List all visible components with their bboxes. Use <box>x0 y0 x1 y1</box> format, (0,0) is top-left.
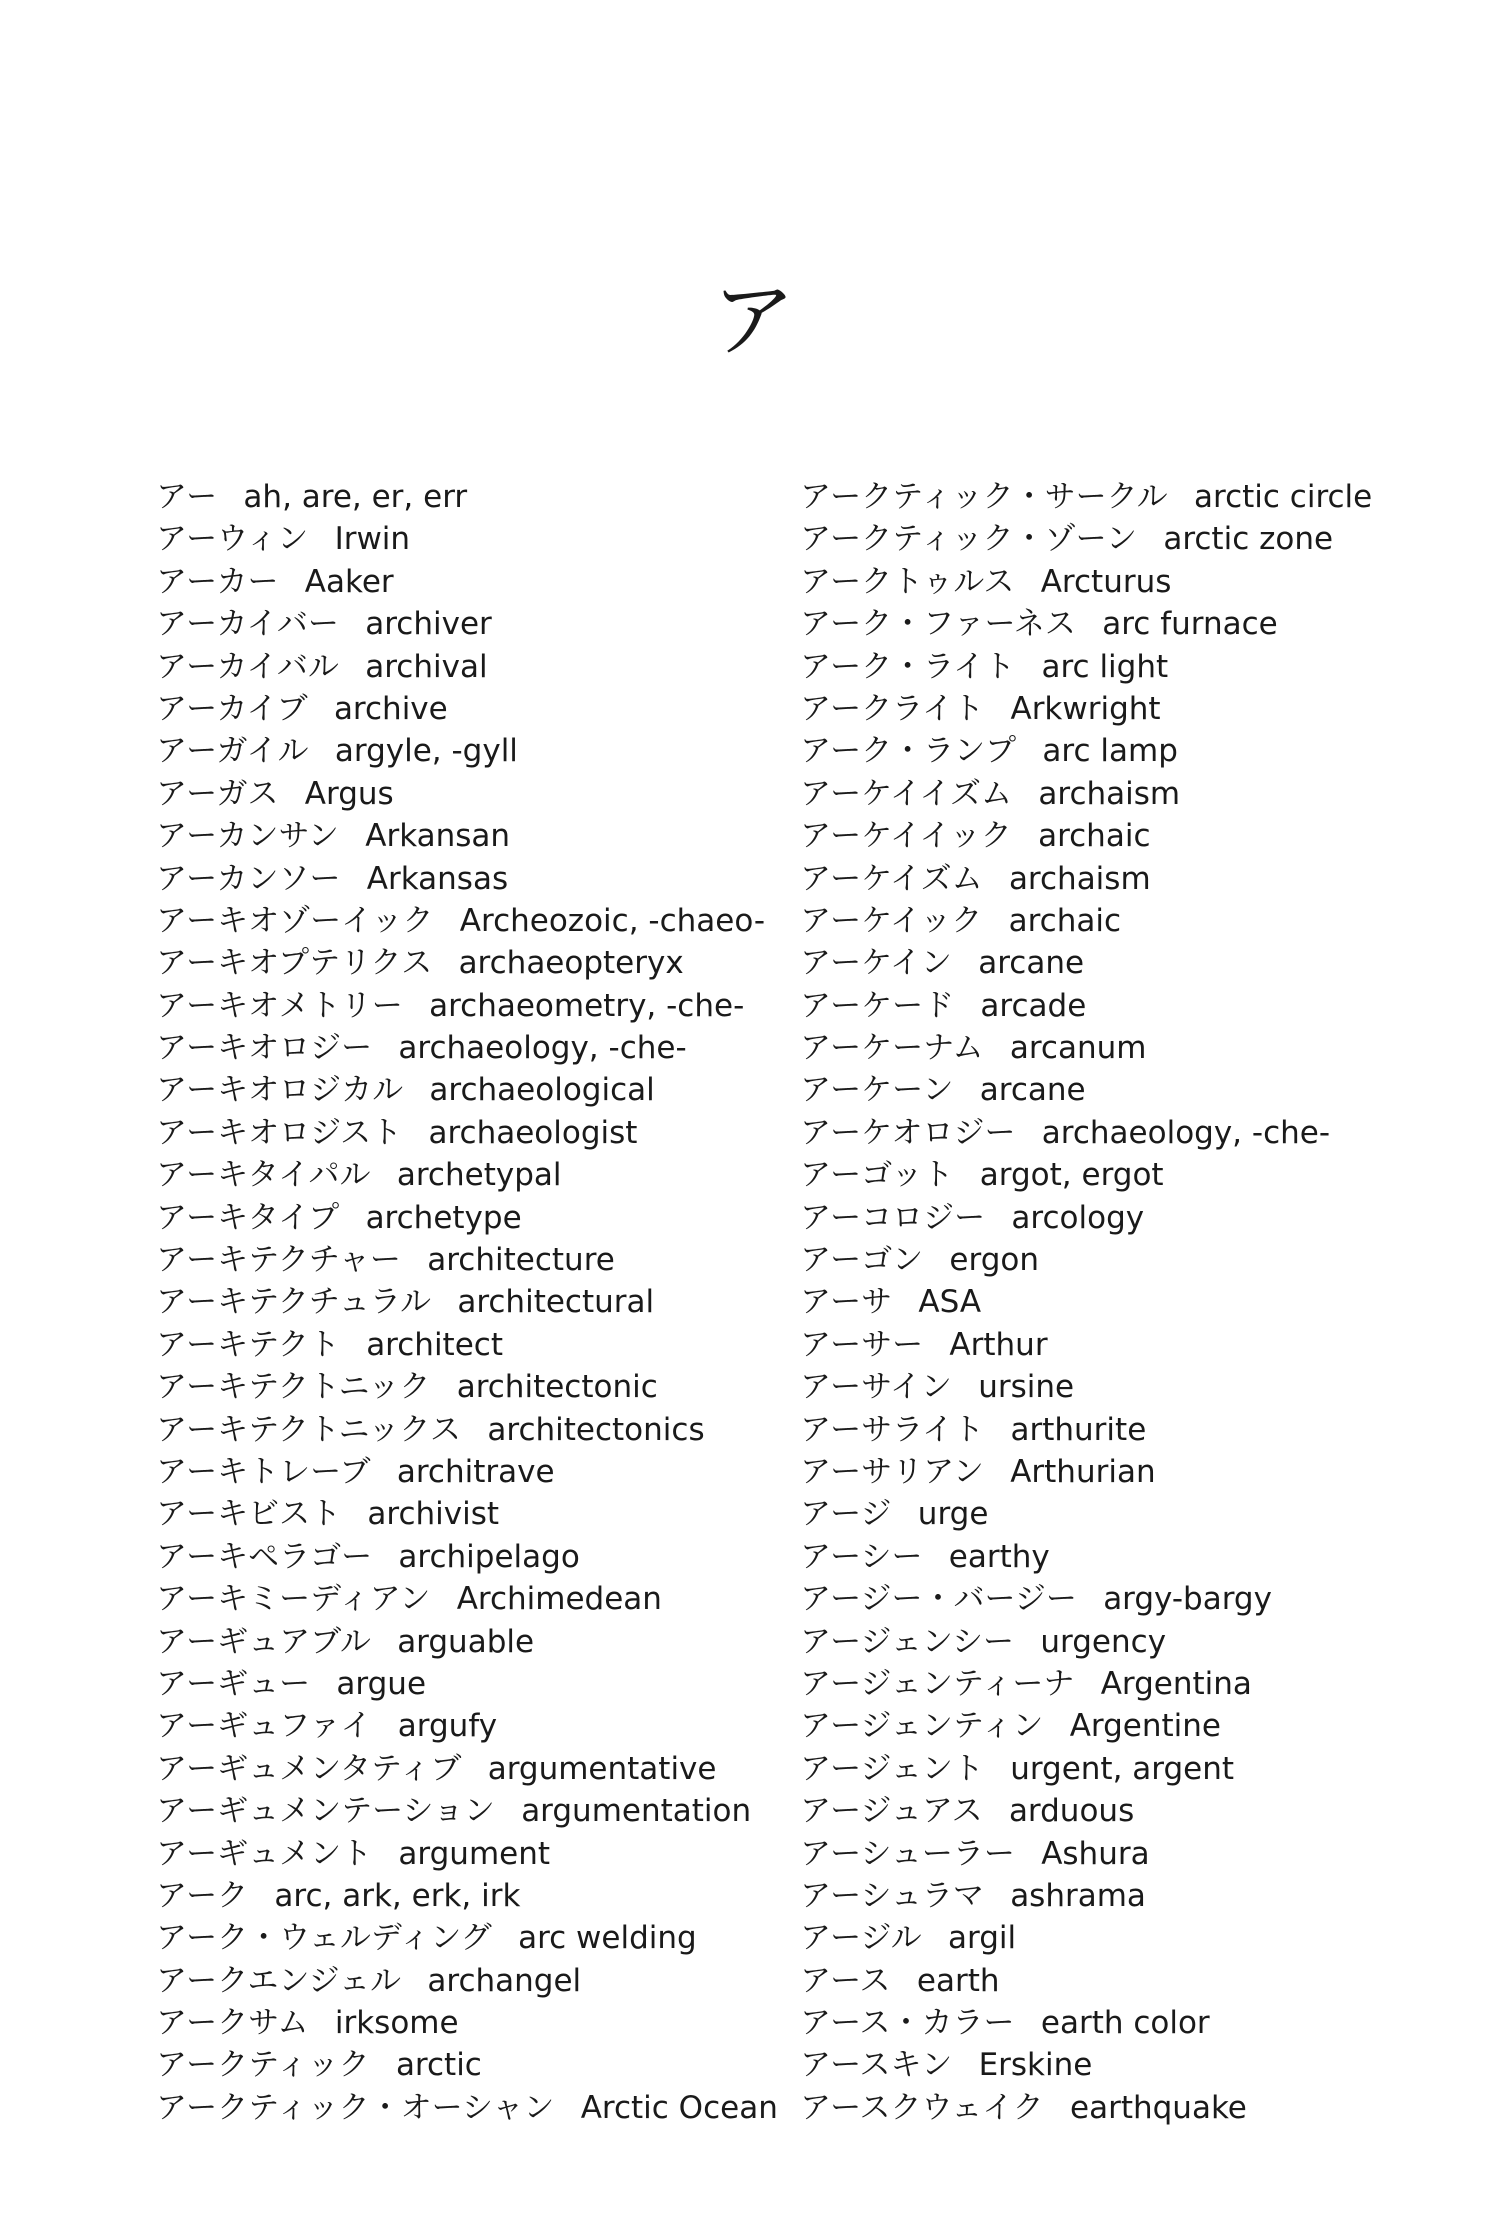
entry-katakana: アージェンシー <box>800 1623 1015 1660</box>
entry-english: architecture <box>427 1242 615 1279</box>
dictionary-entry <box>156 1705 776 1747</box>
dictionary-entry <box>156 476 776 518</box>
entry-english: architectonic <box>456 1369 658 1406</box>
dictionary-entry <box>800 900 1420 942</box>
entry-english: architect <box>366 1326 503 1363</box>
entry-english: architrave <box>396 1453 555 1490</box>
entry-english: urgency <box>1040 1623 1167 1660</box>
dictionary-entry <box>156 2044 776 2086</box>
entry-english: archetypal <box>396 1157 562 1194</box>
dictionary-entry <box>156 730 776 772</box>
dictionary-entry <box>800 1705 1420 1747</box>
entry-english: archiver <box>365 606 492 643</box>
entry-english: Irwin <box>334 521 411 558</box>
dictionary-entry <box>800 1197 1420 1239</box>
entry-katakana: アーギュアブル <box>156 1623 371 1660</box>
entry-english: ASA <box>918 1284 982 1321</box>
entry-katakana: アージェント <box>800 1750 984 1787</box>
entry-english: Arkansan <box>365 818 511 855</box>
dictionary-entry <box>156 1748 776 1790</box>
entry-katakana: アーケード <box>800 987 955 1024</box>
dictionary-entry <box>800 1027 1420 1069</box>
entry-english: irksome <box>334 2005 459 2042</box>
entry-english: arcane <box>978 945 1085 982</box>
entry-english: archangel <box>427 1962 582 1999</box>
entry-english: arctic <box>395 2047 482 2084</box>
entry-katakana: アーケイン <box>800 945 952 982</box>
entry-katakana: アーギュファイ <box>156 1708 372 1745</box>
entry-english: arthurite <box>1010 1411 1147 1448</box>
entry-english: Arthurian <box>1010 1453 1156 1490</box>
entry-english: architectonics <box>487 1411 705 1448</box>
dictionary-entry <box>800 1409 1420 1451</box>
entry-katakana: アーサー <box>800 1326 924 1363</box>
dictionary-entry <box>156 646 776 688</box>
entry-katakana: アーカイバル <box>156 648 339 685</box>
entry-english: Argentina <box>1100 1665 1252 1702</box>
entry-katakana: アーケオロジー <box>800 1114 1016 1151</box>
entry-english: Argentine <box>1069 1708 1221 1745</box>
dictionary-entry <box>800 1748 1420 1790</box>
dictionary-entry <box>800 476 1420 518</box>
entry-english: architectural <box>457 1284 655 1321</box>
entry-english: arguable <box>397 1623 535 1660</box>
entry-english: argumentative <box>487 1750 717 1787</box>
entry-katakana: アークトゥルス <box>800 563 1015 600</box>
dictionary-entry <box>156 1154 776 1196</box>
entry-english: archaism <box>1038 775 1181 812</box>
entry-english: archaism <box>1008 860 1151 897</box>
dictionary-entry <box>800 1112 1420 1154</box>
entry-english: archaeopteryx <box>458 945 684 982</box>
dictionary-entry <box>800 1578 1420 1620</box>
entry-english: archive <box>333 690 448 727</box>
dictionary-entry <box>156 1366 776 1408</box>
entry-katakana: アークティック・ゾーン <box>800 521 1137 558</box>
entry-katakana: アーキテクトニック <box>156 1369 431 1406</box>
entry-english: arc, ark, erk, irk <box>274 1877 521 1914</box>
dictionary-entry <box>800 2087 1420 2129</box>
entry-katakana: アースクウェイク <box>800 2089 1044 2126</box>
entry-katakana: アーサ <box>800 1284 893 1321</box>
dictionary-entry <box>800 2002 1420 2044</box>
entry-english: arc light <box>1041 648 1169 685</box>
entry-english: archetype <box>365 1199 522 1236</box>
entry-katakana: アーケイイズム <box>800 775 1013 812</box>
entry-katakana: アーク・ランプ <box>800 733 1017 770</box>
entry-katakana: アークライト <box>800 690 985 727</box>
dictionary-entry <box>800 646 1420 688</box>
entry-english: arc furnace <box>1102 606 1278 643</box>
entry-katakana: アーキテクチャー <box>156 1242 401 1279</box>
dictionary-entry <box>800 1366 1420 1408</box>
entry-katakana: アース・カラー <box>800 2005 1015 2042</box>
entry-english: archipelago <box>398 1538 580 1575</box>
entry-english: Arkansas <box>366 860 509 897</box>
entry-english: archival <box>365 648 488 685</box>
entry-english: archaic <box>1038 818 1151 855</box>
dictionary-entry <box>156 1790 776 1832</box>
entry-katakana: アークティック <box>156 2047 370 2084</box>
entry-english: Argus <box>304 775 394 812</box>
entry-english: argument <box>398 1835 551 1872</box>
dictionary-entry <box>156 1409 776 1451</box>
entry-english: argyle, -gyll <box>334 733 518 770</box>
dictionary-entry <box>800 985 1420 1027</box>
entry-english: Archimedean <box>456 1581 662 1618</box>
entry-english: archaic <box>1008 902 1122 939</box>
entry-katakana: アーギュメンタティブ <box>156 1750 462 1787</box>
entry-katakana: アーシュラマ <box>800 1877 984 1914</box>
dictionary-entry <box>156 1324 776 1366</box>
entry-english: Archeozoic, -chaeo- <box>459 902 766 939</box>
dictionary-entry <box>156 518 776 560</box>
page-title: ア <box>711 271 796 369</box>
dictionary-entry <box>800 1917 1420 1959</box>
dictionary-entry <box>156 1875 776 1917</box>
entry-katakana: アーギュメンテーション <box>156 1793 495 1830</box>
entry-english: earth <box>916 1962 1000 1999</box>
entry-katakana: アースキン <box>800 2047 953 2084</box>
dictionary-entry <box>800 1663 1420 1705</box>
entry-katakana: アージル <box>800 1920 922 1957</box>
entry-katakana: アークティック・サークル <box>800 479 1168 515</box>
entry-katakana: アージェンティーナ <box>800 1665 1075 1702</box>
dictionary-entry <box>156 1493 776 1535</box>
dictionary-entry <box>800 1154 1420 1196</box>
dictionary-entry <box>156 900 776 942</box>
dictionary-entry <box>156 1536 776 1578</box>
entry-english: arcology <box>1011 1199 1145 1236</box>
dictionary-entry <box>156 1663 776 1705</box>
entry-english: argot, ergot <box>979 1157 1164 1194</box>
entry-english: Arkwright <box>1010 690 1161 727</box>
entry-katakana: アーガイル <box>156 733 309 770</box>
entry-katakana: アーゴン <box>800 1242 924 1279</box>
entry-katakana: アーキテクチュラル <box>156 1284 431 1321</box>
dictionary-entry <box>156 1960 776 2002</box>
entry-katakana: アーキペラゴー <box>156 1538 373 1575</box>
entry-katakana: アーカイブ <box>156 690 308 727</box>
entry-katakana: アー <box>156 479 218 515</box>
entry-katakana: アーウィン <box>156 521 309 558</box>
entry-english: archaeological <box>429 1072 655 1109</box>
entry-katakana: アーケーン <box>800 1072 954 1109</box>
dictionary-entry <box>800 1621 1420 1663</box>
entry-katakana: アーキテクト <box>156 1326 340 1363</box>
entry-english: arctic zone <box>1163 521 1334 558</box>
dictionary-entry <box>156 858 776 900</box>
entry-katakana: アーキオロジスト <box>156 1114 403 1151</box>
entry-english: archaeologist <box>428 1114 638 1151</box>
dictionary-entry <box>800 1324 1420 1366</box>
dictionary-entry <box>156 1281 776 1323</box>
entry-katakana: アーキオメトリー <box>156 987 403 1024</box>
entry-katakana: アーキオロジー <box>156 1030 373 1067</box>
entry-english: archaeology, -che- <box>1041 1114 1331 1151</box>
entry-english: earth color <box>1040 2005 1210 2042</box>
dictionary-entry <box>156 1239 776 1281</box>
entry-katakana: アーガス <box>156 775 279 812</box>
left-column <box>156 476 776 2129</box>
entry-katakana: アーキビスト <box>156 1496 342 1533</box>
entry-katakana: アーキタイパル <box>156 1157 371 1194</box>
entry-katakana: アーケイズム <box>800 860 983 897</box>
entry-english: argufy <box>397 1708 498 1745</box>
entry-katakana: アーク・ファーネス <box>800 606 1076 643</box>
dictionary-entry <box>800 730 1420 772</box>
dictionary-entry <box>800 773 1420 815</box>
dictionary-entry <box>800 942 1420 984</box>
entry-english: Ashura <box>1041 1835 1150 1872</box>
dictionary-entry <box>800 1451 1420 1493</box>
entry-katakana: アーク・ライト <box>800 648 1016 685</box>
entry-katakana: アーク <box>156 1877 249 1914</box>
entry-katakana: アーケーナム <box>800 1030 984 1067</box>
dictionary-entry <box>800 603 1420 645</box>
entry-katakana: アーカー <box>156 563 279 600</box>
entry-katakana: アーカンサン <box>156 818 339 855</box>
dictionary-entry <box>800 1790 1420 1832</box>
entry-english: Arctic Ocean <box>580 2089 778 2126</box>
entry-english: argy-bargy <box>1103 1581 1272 1618</box>
entry-katakana: アーサイン <box>800 1369 952 1406</box>
dictionary-entry <box>156 1451 776 1493</box>
entry-english: arctic circle <box>1194 479 1373 515</box>
entry-english: ashrama <box>1010 1877 1146 1914</box>
entry-katakana: アーク・ウェルディング <box>156 1920 492 1957</box>
entry-katakana: アーギュー <box>156 1665 311 1702</box>
entry-katakana: アーケイック <box>800 902 983 939</box>
entry-katakana: アークサム <box>156 2005 309 2042</box>
entry-english: earthy <box>948 1538 1050 1575</box>
entry-katakana: アーシューラー <box>800 1835 1015 1872</box>
entry-english: archaeology, -che- <box>398 1030 687 1067</box>
dictionary-entry <box>156 1917 776 1959</box>
dictionary-entry <box>800 858 1420 900</box>
dictionary-entry <box>800 1239 1420 1281</box>
dictionary-entry <box>156 815 776 857</box>
entry-katakana: アーキミーディアン <box>156 1581 431 1618</box>
entry-english: arduous <box>1008 1793 1135 1830</box>
entry-english: urge <box>917 1496 989 1533</box>
entry-katakana: アーギュメント <box>156 1835 373 1872</box>
entry-english: urgent, argent <box>1010 1750 1235 1787</box>
dictionary-entry <box>156 1112 776 1154</box>
entry-katakana: アーキタイプ <box>156 1199 340 1236</box>
entry-katakana: アーサリアン <box>800 1453 984 1490</box>
dictionary-entry <box>800 2044 1420 2086</box>
entry-katakana: アークティック・オーシャン <box>156 2089 555 2126</box>
dictionary-entry <box>156 2087 776 2129</box>
entry-english: argumentation <box>521 1793 752 1830</box>
entry-english: arcane <box>979 1072 1086 1109</box>
entry-katakana: アーゴット <box>800 1157 954 1194</box>
dictionary-entry <box>156 1621 776 1663</box>
entry-katakana: アージュアス <box>800 1793 983 1830</box>
dictionary-entry <box>156 2002 776 2044</box>
entry-katakana: アーキテクトニックス <box>156 1411 462 1448</box>
entry-english: archivist <box>367 1496 500 1533</box>
dictionary-entry <box>156 603 776 645</box>
dictionary-entry <box>156 1197 776 1239</box>
dictionary-entry <box>156 561 776 603</box>
dictionary-entry <box>800 1833 1420 1875</box>
dictionary-entry <box>156 1069 776 1111</box>
entry-english: arcade <box>980 987 1087 1024</box>
right-column <box>800 476 1420 2129</box>
entry-english: archaeometry, -che- <box>429 987 745 1024</box>
entry-katakana: アーキトレーブ <box>156 1453 371 1490</box>
dictionary-entry <box>800 815 1420 857</box>
entry-english: argil <box>948 1920 1017 1957</box>
dictionary-entry <box>156 1578 776 1620</box>
entry-katakana: アーキオプテリクス <box>156 945 433 982</box>
entry-english: ah, are, er, err <box>243 479 468 515</box>
dictionary-entry <box>800 561 1420 603</box>
entry-english: arc lamp <box>1042 733 1178 770</box>
entry-katakana: アーサライト <box>800 1411 985 1448</box>
entry-katakana: アーシー <box>800 1538 923 1575</box>
dictionary-entry <box>800 688 1420 730</box>
dictionary-entry <box>156 1027 776 1069</box>
dictionary-entry <box>800 1960 1420 2002</box>
dictionary-entry <box>156 985 776 1027</box>
dictionary-entry <box>156 773 776 815</box>
entry-katakana: アージェンティン <box>800 1708 1044 1745</box>
dictionary-entry <box>800 1536 1420 1578</box>
entry-katakana: アーケイイック <box>800 818 1012 855</box>
entry-english: Arthur <box>949 1326 1048 1363</box>
entry-english: arcanum <box>1009 1030 1147 1067</box>
dictionary-entry <box>800 1069 1420 1111</box>
entry-katakana: アーコロジー <box>800 1199 986 1236</box>
entry-katakana: アークエンジェル <box>156 1962 402 1999</box>
dictionary-entry <box>156 942 776 984</box>
dictionary-entry <box>800 1493 1420 1535</box>
entry-english: Aaker <box>304 563 394 600</box>
entry-katakana: アーカイバー <box>156 606 339 643</box>
dictionary-entry <box>800 1875 1420 1917</box>
entry-katakana: アージ <box>800 1496 892 1533</box>
entry-english: Erskine <box>978 2047 1093 2084</box>
dictionary-entry <box>800 518 1420 560</box>
entry-english: argue <box>336 1665 427 1702</box>
entry-english: ursine <box>978 1369 1075 1406</box>
entry-english: ergon <box>949 1242 1039 1279</box>
entry-katakana: アーカンソー <box>156 860 341 897</box>
dictionary-entry <box>800 1281 1420 1323</box>
entry-katakana: アース <box>800 1962 891 1999</box>
entry-english: earthquake <box>1070 2089 1247 2126</box>
dictionary-entry <box>156 688 776 730</box>
entry-katakana: アーキオロジカル <box>156 1072 404 1109</box>
entry-english: Arcturus <box>1040 563 1172 600</box>
entry-katakana: アーキオゾーイック <box>156 902 434 939</box>
dictionary-entry <box>156 1833 776 1875</box>
entry-english: arc welding <box>518 1920 697 1957</box>
entry-katakana: アージー・バージー <box>800 1581 1077 1618</box>
